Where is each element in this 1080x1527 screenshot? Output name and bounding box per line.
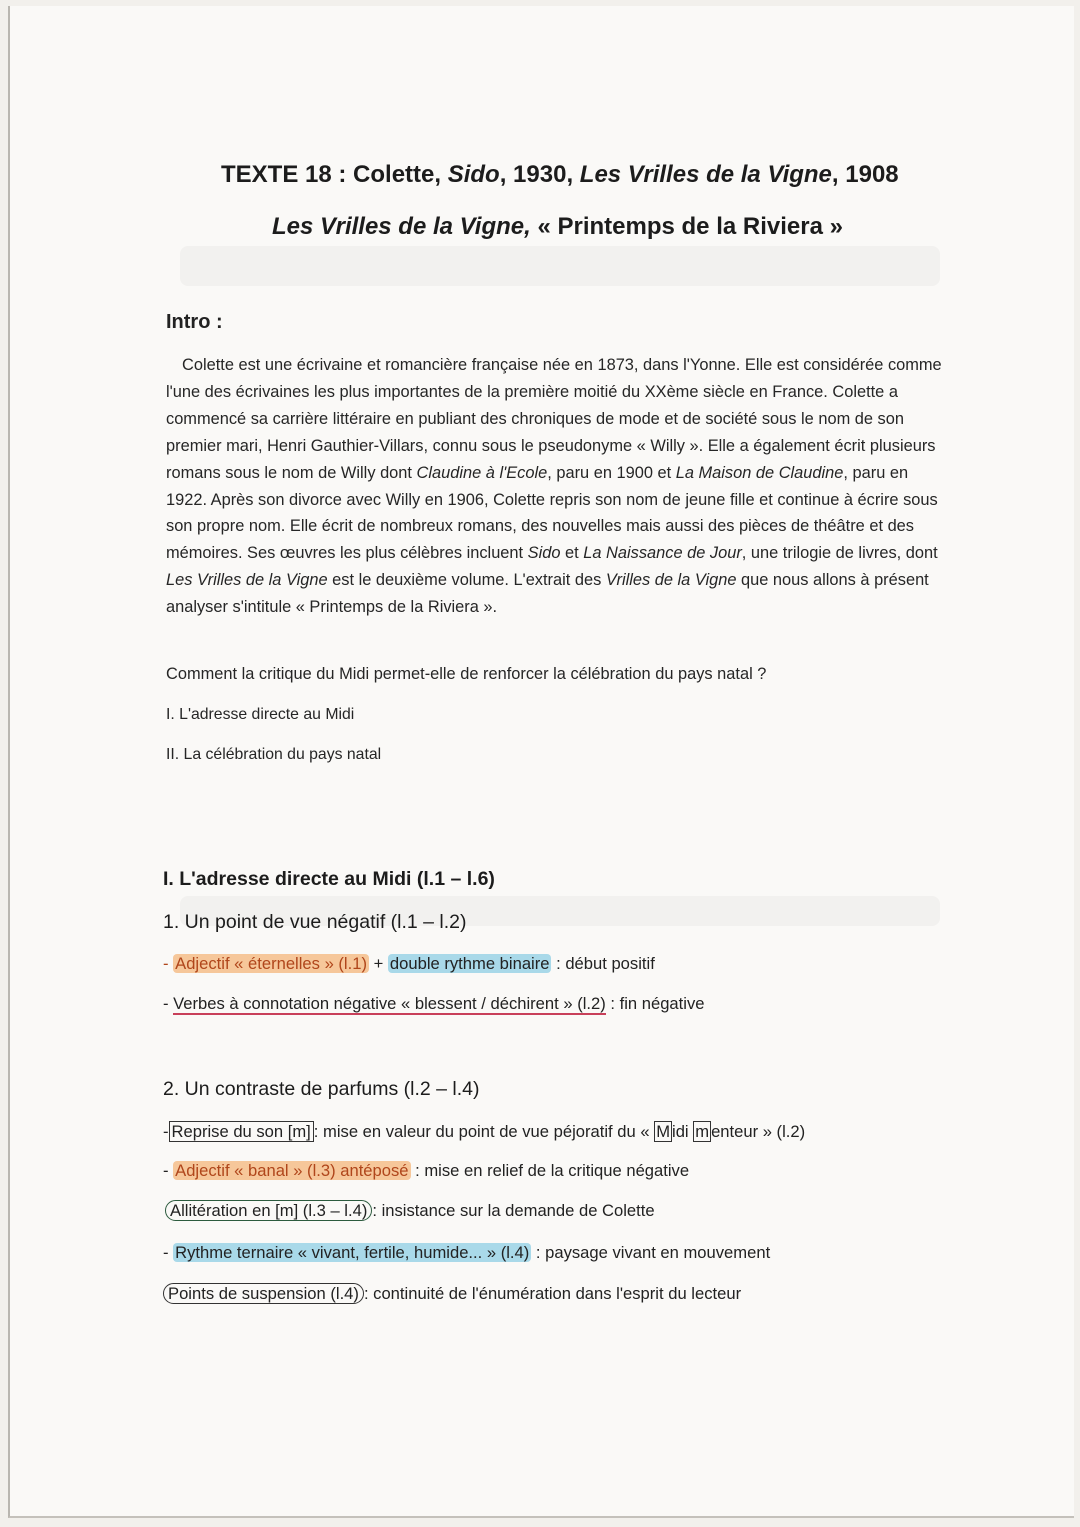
boxed-letter: M <box>656 1122 671 1141</box>
orange-highlight: Adjectif « banal » (l.3) antéposé <box>175 1161 409 1180</box>
note-item: Points de suspension (l.4) : continuité de l'énumération dans l'esprit du lecteur <box>163 1284 741 1304</box>
note-item: - Adjectif « éternelles » (l.1) + double rythme binaire : début positif <box>163 954 655 973</box>
intro-heading: Intro : <box>166 311 223 333</box>
subsection-2-title: 2. Un contraste de parfums (l.2 – l.4) <box>163 1078 480 1100</box>
circled-annotation: Points de suspension (l.4) <box>163 1283 364 1304</box>
note-item: - Verbes à connotation négative « blessent / déchirent » (l.2) : fin négative <box>163 994 705 1013</box>
document-title-line-1: TEXTE 18 : Colette, Sido, 1930, Les Vrilles de la Vigne, 1908 <box>221 161 899 188</box>
problematique-question: Comment la critique du Midi permet-elle de renforcer la célébration du pays natal ? <box>166 665 767 683</box>
green-circled-annotation: Allitération en [m] (l.3 – l.4) <box>165 1200 372 1221</box>
section-1-title: I. L'adresse directe au Midi (l.1 – l.6) <box>163 868 495 890</box>
blue-highlight: Rythme ternaire « vivant, fertile, humide... » (l.4) <box>175 1243 530 1262</box>
boxed-annotation: Reprise du son [m] <box>169 1121 314 1142</box>
note-item: - Adjectif « banal » (l.3) antéposé : mise en relief de la critique négative <box>163 1161 690 1180</box>
intro-paragraph: Colette est une écrivaine et romancière française née en 1873, dans l'Yonne. Elle est considérée comme l'une des écrivaines les plus importantes de la première moitié du XXème siècle en France. Colette a commencé sa carrière littéraire en publiant des chroniques de mode et de société sous le nom de son premier mari, Henri Gauthier-Villars, connu sous le pseudonyme « Willy ». Elle a également écrit plusieurs romans sous le nom de Willy dont Claudine à l'Ecole, paru en 1900 et La Maison de Claudine, paru en 1922. Après son divorce avec Willy en 1906, Colette repris son nom de jeune fille et continue à écrire sous son propre nom. Elle écrit de nombreux romans, des nouvelles mais aussi des pièces de théâtre et des mémoires. Ses œuvres les plus célèbres incluent Sido et La Naissance de Jour, une trilogie de livres, dont Les Vrilles de la Vigne est le deuxième volume. L'extrait des Vrilles de la Vigne que nous allons à présent analyser s'intitule « Printemps de la Riviera ». <box>166 356 942 617</box>
red-underline: Verbes à connotation négative « blessent / déchirent » (l.2) <box>173 994 606 1013</box>
subsection-1-title: 1. Un point de vue négatif (l.1 – l.2) <box>163 911 467 933</box>
plan-item-1: I. L'adresse directe au Midi <box>166 706 355 723</box>
blue-highlight: double rythme binaire <box>389 954 550 973</box>
boxed-letter: m <box>695 1122 710 1141</box>
plan-item-2: II. La célébration du pays natal <box>166 746 382 763</box>
note-item: Allitération en [m] (l.3 – l.4) : insistance sur la demande de Colette <box>165 1201 655 1221</box>
orange-highlight: Adjectif « éternelles » (l.1) <box>175 954 367 973</box>
note-item: - Rythme ternaire « vivant, fertile, humide... » (l.4) : paysage vivant en mouvement <box>163 1243 771 1262</box>
document-title-line-2: Les Vrilles de la Vigne, « Printemps de la Riviera » <box>272 213 843 240</box>
show-through-marks <box>180 246 940 286</box>
note-item: - Reprise du son [m] : mise en valeur du point de vue péjoratif du « M idi m enteur » (l.2) <box>163 1122 806 1141</box>
